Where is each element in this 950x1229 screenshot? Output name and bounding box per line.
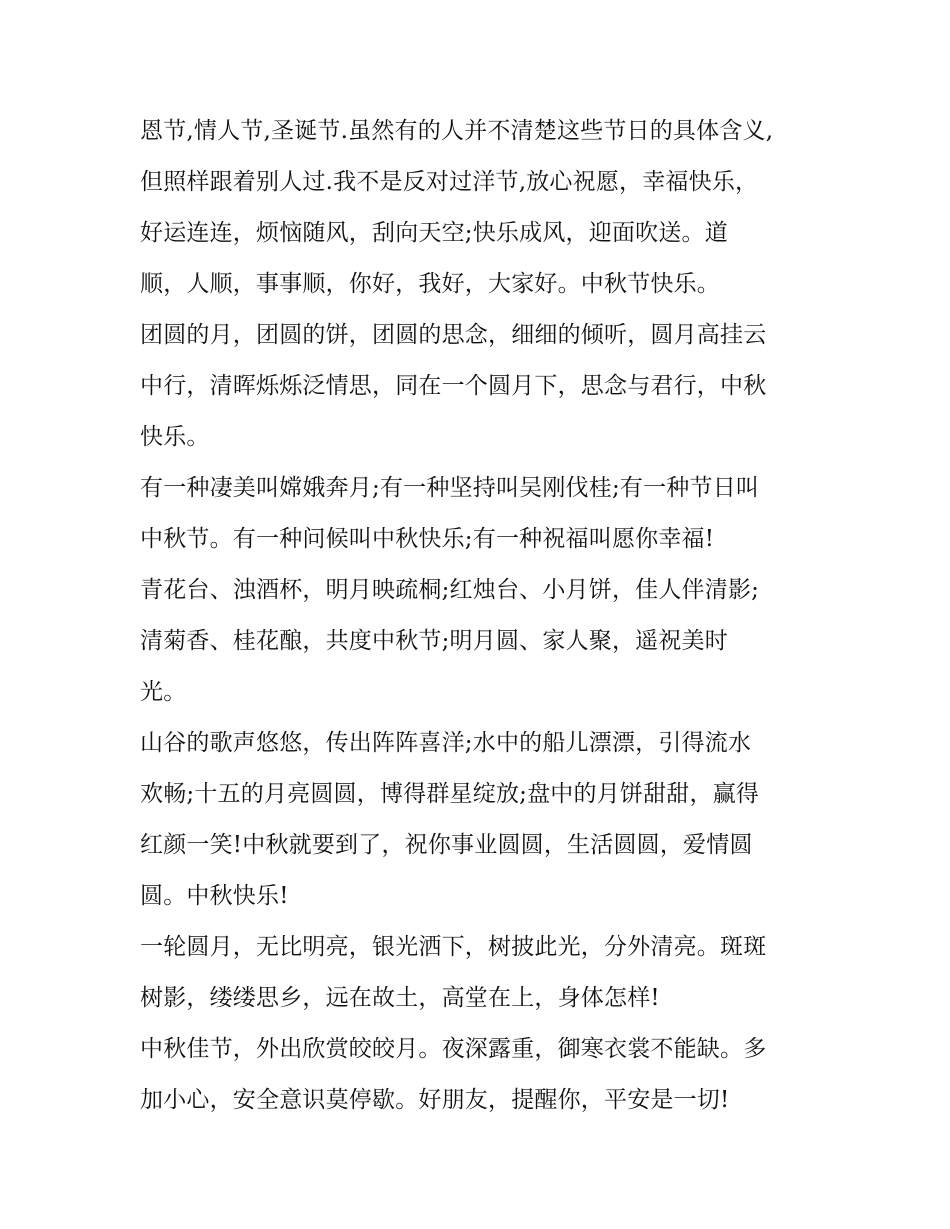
text-line: 快乐。: [140, 424, 210, 450]
text-line: 团圆的月，团圆的饼，团圆的思念，细细的倾听，圆月高挂云: [140, 322, 767, 348]
text-line: 欢畅;十五的月亮圆圆，博得群星绽放;盘中的月饼甜甜，赢得: [140, 781, 760, 807]
text-line: 好运连连，烦恼随风，刮向天空;快乐成风，迎面吹送。道: [140, 220, 728, 246]
text-line: 中秋佳节，外出欣赏皎皎月。夜深露重，御寒衣裳不能缺。多: [140, 1036, 767, 1062]
text-line: 清菊香、桂花酿，共度中秋节;明月圆、家人聚，遥祝美时: [140, 628, 728, 654]
text-line: 中行，清晖烁烁泛情思，同在一个圆月下，思念与君行，中秋: [140, 373, 767, 399]
text-line: 有一种凄美叫嫦娥奔月;有一种坚持叫吴刚伐桂;有一种节日叫: [140, 475, 760, 501]
text-line: 红颜一笑!中秋就要到了，祝你事业圆圆，生活圆圆，爱情圆: [140, 832, 753, 858]
text-line: 山谷的歌声悠悠，传出阵阵喜洋;水中的船儿漂漂，引得流水: [140, 730, 752, 756]
text-line: 但照样跟着别人过.我不是反对过洋节,放心祝愿，幸福快乐，: [140, 169, 759, 195]
document-body: [140, 106, 830, 1126]
text-line: 恩节,情人节,圣诞节.虽然有的人并不清楚这些节日的具体含义,: [140, 118, 774, 144]
text-line: 光。: [140, 679, 187, 705]
text-line: 加小心，安全意识莫停歇。好朋友，提醒你，平安是一切!: [140, 1087, 730, 1113]
text-line: 树影，缕缕思乡，远在故土，高堂在上，身体怎样!: [140, 985, 660, 1011]
text-line: 顺，人顺，事事顺，你好，我好，大家好。中秋节快乐。: [140, 271, 720, 297]
text-line: 中秋节。有一种问候叫中秋快乐;有一种祝福叫愿你幸福!: [140, 526, 715, 552]
text-line: 一轮圆月，无比明亮，银光洒下，树披此光，分外清亮。斑斑: [140, 934, 767, 960]
text-line: 青花台、浊酒杯，明月映疏桐;红烛台、小月饼，佳人伴清影;: [140, 577, 760, 603]
text-line: 圆。中秋快乐!: [140, 883, 289, 909]
